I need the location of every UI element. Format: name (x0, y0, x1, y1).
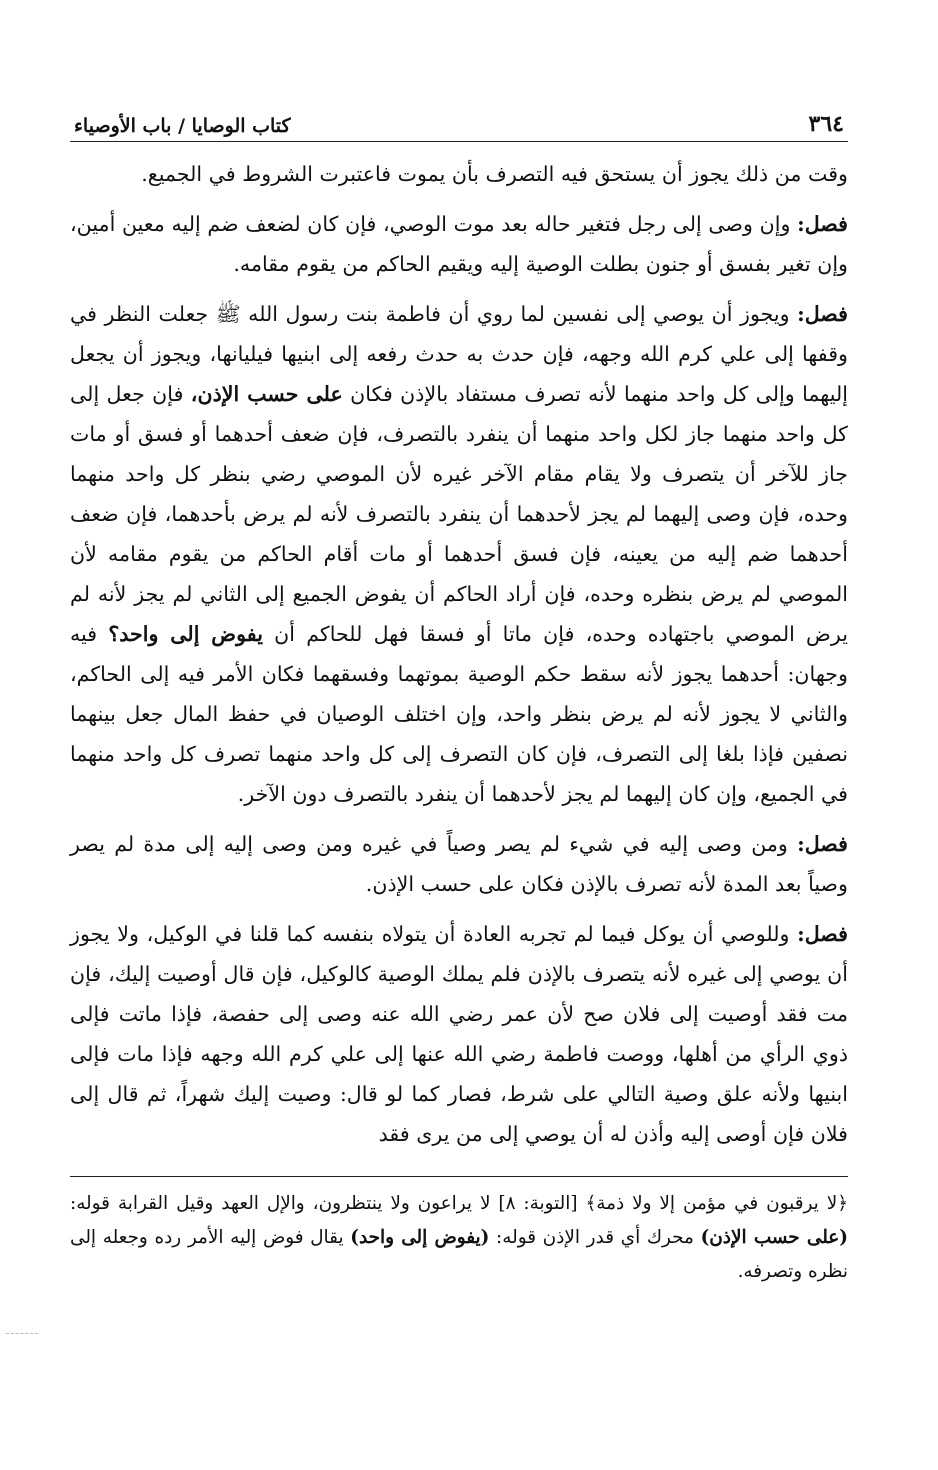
paragraph-text: وقت من ذلك يجوز أن يستحق فيه التصرف بأن يموت فاعتبرت الشروط في الجميع. (141, 162, 848, 186)
paragraph-text: ومن وصى إليه في شيء لم يصر وصياً في غيره ومن وصى إليه إلى مدة لم يصر وصياً بعد المدة لأنه تصرف بالإذن فكان على حسب الإذن. (70, 832, 848, 896)
book-page (70, 95, 848, 1289)
paragraph-text: وإن وصى إلى رجل فتغير حاله بعد موت الوصي، فإن كان لضعف ضم إليه معين أمين، وإن تغير بفسق أو جنون بطلت الوصية إليه ويقيم الحاكم من يقوم مقامه. (70, 212, 848, 276)
section-label: فصل: (797, 302, 848, 326)
paragraph (70, 154, 848, 194)
paragraph-text: ويجوز أن يوصي إلى نفسين لما روي أن فاطمة بنت رسول الله ﷺ جعلت النظر في وقفها إلى علي كرم الله وجهه، فإن حدث به حدث رفعه إلى ابنيها فيليانها، ويجوز أن يجعل إليهما وإلى كل واحد منهما لأنه تصرف مستفاد بالإذن فكان (70, 302, 849, 406)
paragraph (70, 204, 848, 284)
paragraph-text: فإن جعل إلى كل واحد منهما جاز لكل واحد منهما أن ينفرد بالتصرف، فإن ضعف أحدهما أو فسق أو مات جاز للآخر أن يتصرف ولا يقام مقام الآخر غيره لأن الموصي رضي بنظر كل واحد منهما وحده، فإن وصى إليهما لم يجز لأحدهما أن ينفرد بالتصرف لأنه لم يرض بأحدهما، فإن ضعف أحدهما ضم إليه من يعينه، فإن فسق أحدهما أو مات أقام الحاكم من يقوم مقامه لأن الموصي لم يرض بنظره وحده، فإن أراد الحاكم أن يفوض الجميع إلى الثاني لم يجز لأنه لم يرض الموصي باجتهاده وحده، فإن ماتا أو فسقا فهل للحاكم أن (70, 382, 849, 646)
bold-phrase: (يفوض إلى واحد) (350, 1227, 490, 1248)
paragraph (70, 824, 848, 904)
bold-phrase: يفوض إلى واحد؟ (108, 622, 263, 646)
footnote (70, 1187, 848, 1289)
footnote-separator (70, 1176, 848, 1177)
paragraph-text: فيه وجهان: أحدهما يجوز لأنه سقط حكم الوصية بموتهما وفسقهما فكان الأمر فيه إلى الحاكم، والثاني لا يجوز لأنه لم يرض بنظر واحد، وإن اختلف الوصيان في حفظ المال جعل بينهما نصفين فإذا بلغا إلى التصرف، فإن كان التصرف إلى كل واحد منهما تصرف كل واحد منهما في الجميع، وإن كان إليهما لم يجز لأحدهما أن ينفرد بالتصرف دون الآخر. (70, 622, 848, 806)
page-number: ٣٦٤ (808, 111, 844, 137)
footnote-text: ﴿لا يرقبون في مؤمن إلا ولا ذمة﴾ [التوبة: ٨] لا يراعون ولا ينتظرون، والإل العهد وقيل القرابة قوله: (70, 1193, 848, 1214)
scan-artifact (6, 1333, 38, 1334)
running-title: كتاب الوصايا / باب الأوصياء (74, 115, 291, 137)
section-label: فصل: (797, 212, 848, 236)
paragraph-text: وللوصي أن يوكل فيما لم تجربه العادة أن يتولاه بنفسه كما قلنا في الوكيل، ولا يجوز أن يوصي إلى غيره لأنه يتصرف بالإذن فلم يملك الوصية كالوكيل، فإن قال أوصيت إليك، فإن مت فقد أوصيت إلى فلان صح لأن عمر رضي الله عنه وصى إلى حفصة، فإذا ماتت فإلى ذوي الرأي من أهلها، ووصت فاطمة رضي الله عنها إلى علي كرم الله وجهه فإذا مات فإلى ابنيها ولأنه علق وصية التالي على شرط، فصار كما لو قال: وصيت إليك شهراً، ثم قال إلى فلان فإن أوصى إليه وأذن له أن يوصي إلى من يرى فقد (70, 922, 848, 1146)
footnote-text: محرك أي قدر الإذن قوله: (489, 1227, 701, 1248)
page-header (70, 95, 848, 142)
footnote-text: يقال فوض إليه الأمر رده وجعله إلى نظره وتصرفه. (70, 1227, 848, 1282)
section-label: فصل: (797, 922, 848, 946)
page-body (70, 154, 848, 1154)
bold-phrase: (على حسب الإذن) (700, 1227, 848, 1248)
paragraph (70, 914, 848, 1154)
paragraph (70, 294, 848, 814)
bold-phrase: على حسب الإذن، (190, 382, 343, 406)
section-label: فصل: (797, 832, 848, 856)
